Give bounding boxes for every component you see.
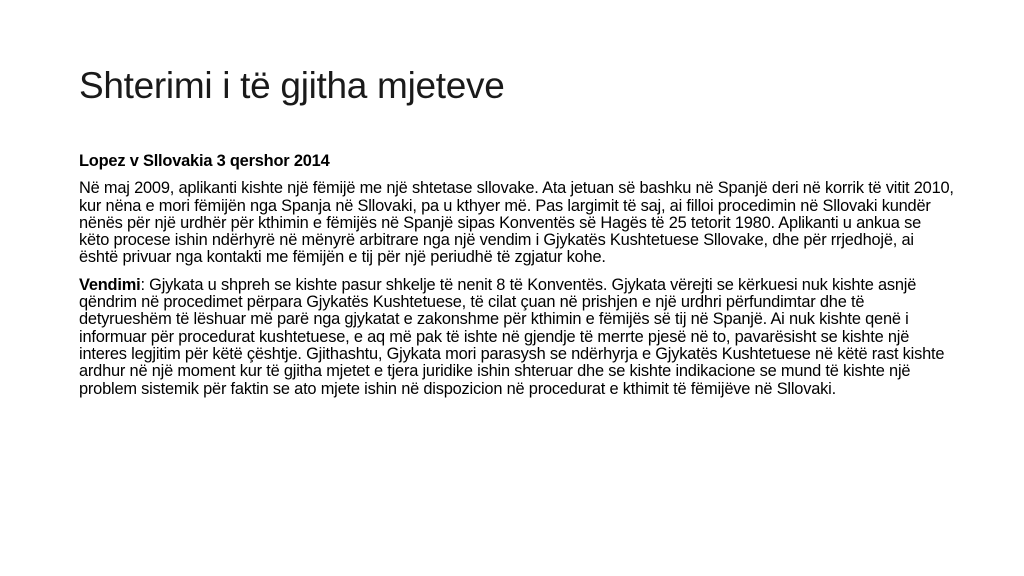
case-title: Lopez v Sllovakia 3 qershor 2014	[79, 152, 330, 170]
verdict-paragraph	[79, 277, 954, 398]
verdict-text: : Gjykata u shpreh se kishte pasur shkelje të nenit 8 të Konventës. Gjykata vërejti se kërkuesi nuk kishte asnjë qëndrim në procedimet përpara Gjykatës Kushtetuese, të cilat çuan në prishjen e një urdhri përfundimtar dhe të detyrueshëm të lëshuar më parë nga gjykatat e zakonshme për kthimin e fëmijës së tij në Spanjë. Ai nuk kishte qenë i informuar për procedurat kushtetuese, e aq më pak të ishte në gjendje të merrte pjesë në to, pavarësisht se kishte një interes legjitim për këtë çështje. Gjithashtu, Gjykata mori parasysh se ndërhyrja e Gjykatës Kushtetuese në këtë rast kishte ardhur në një moment kur të gjitha mjetet e tjera juridike ishin shteruar dhe se kishte indikacione se mund të kishte një problem sistemik për faktin se ato mjete ishin në dispozicion në procedurat e kthimit të fëmijëve në Sllovaki.	[79, 275, 945, 398]
facts-paragraph: Në maj 2009, aplikanti kishte një fëmijë me një shtetase sllovake. Ata jetuan së bashku në Spanjë deri në korrik të vitit 2010, kur nëna e mori fëmijën nga Spanja në Sllovaki, pa u kthyer më. Pas largimit të saj, ai filloi procedimin në Sllovaki kundër nënës për një urdhër për kthimin e fëmijës në Spanjë sipas Konventës së Hagës të 25 tetorit 1980. Aplikanti u ankua se këto procese ishin ndërhyrë në mënyrë arbitrare nga një vendim i Gjykatës Kushtetuese Sllovake, dhe për rrjedhojë, ai është privuar nga kontakti me fëmijën e tij për një periudhë të zgjatur kohe.	[79, 179, 954, 267]
verdict-label: Vendimi	[79, 275, 141, 294]
slide-body	[79, 153, 954, 408]
slide-title: Shterimi i të gjitha mjeteve	[79, 65, 505, 106]
